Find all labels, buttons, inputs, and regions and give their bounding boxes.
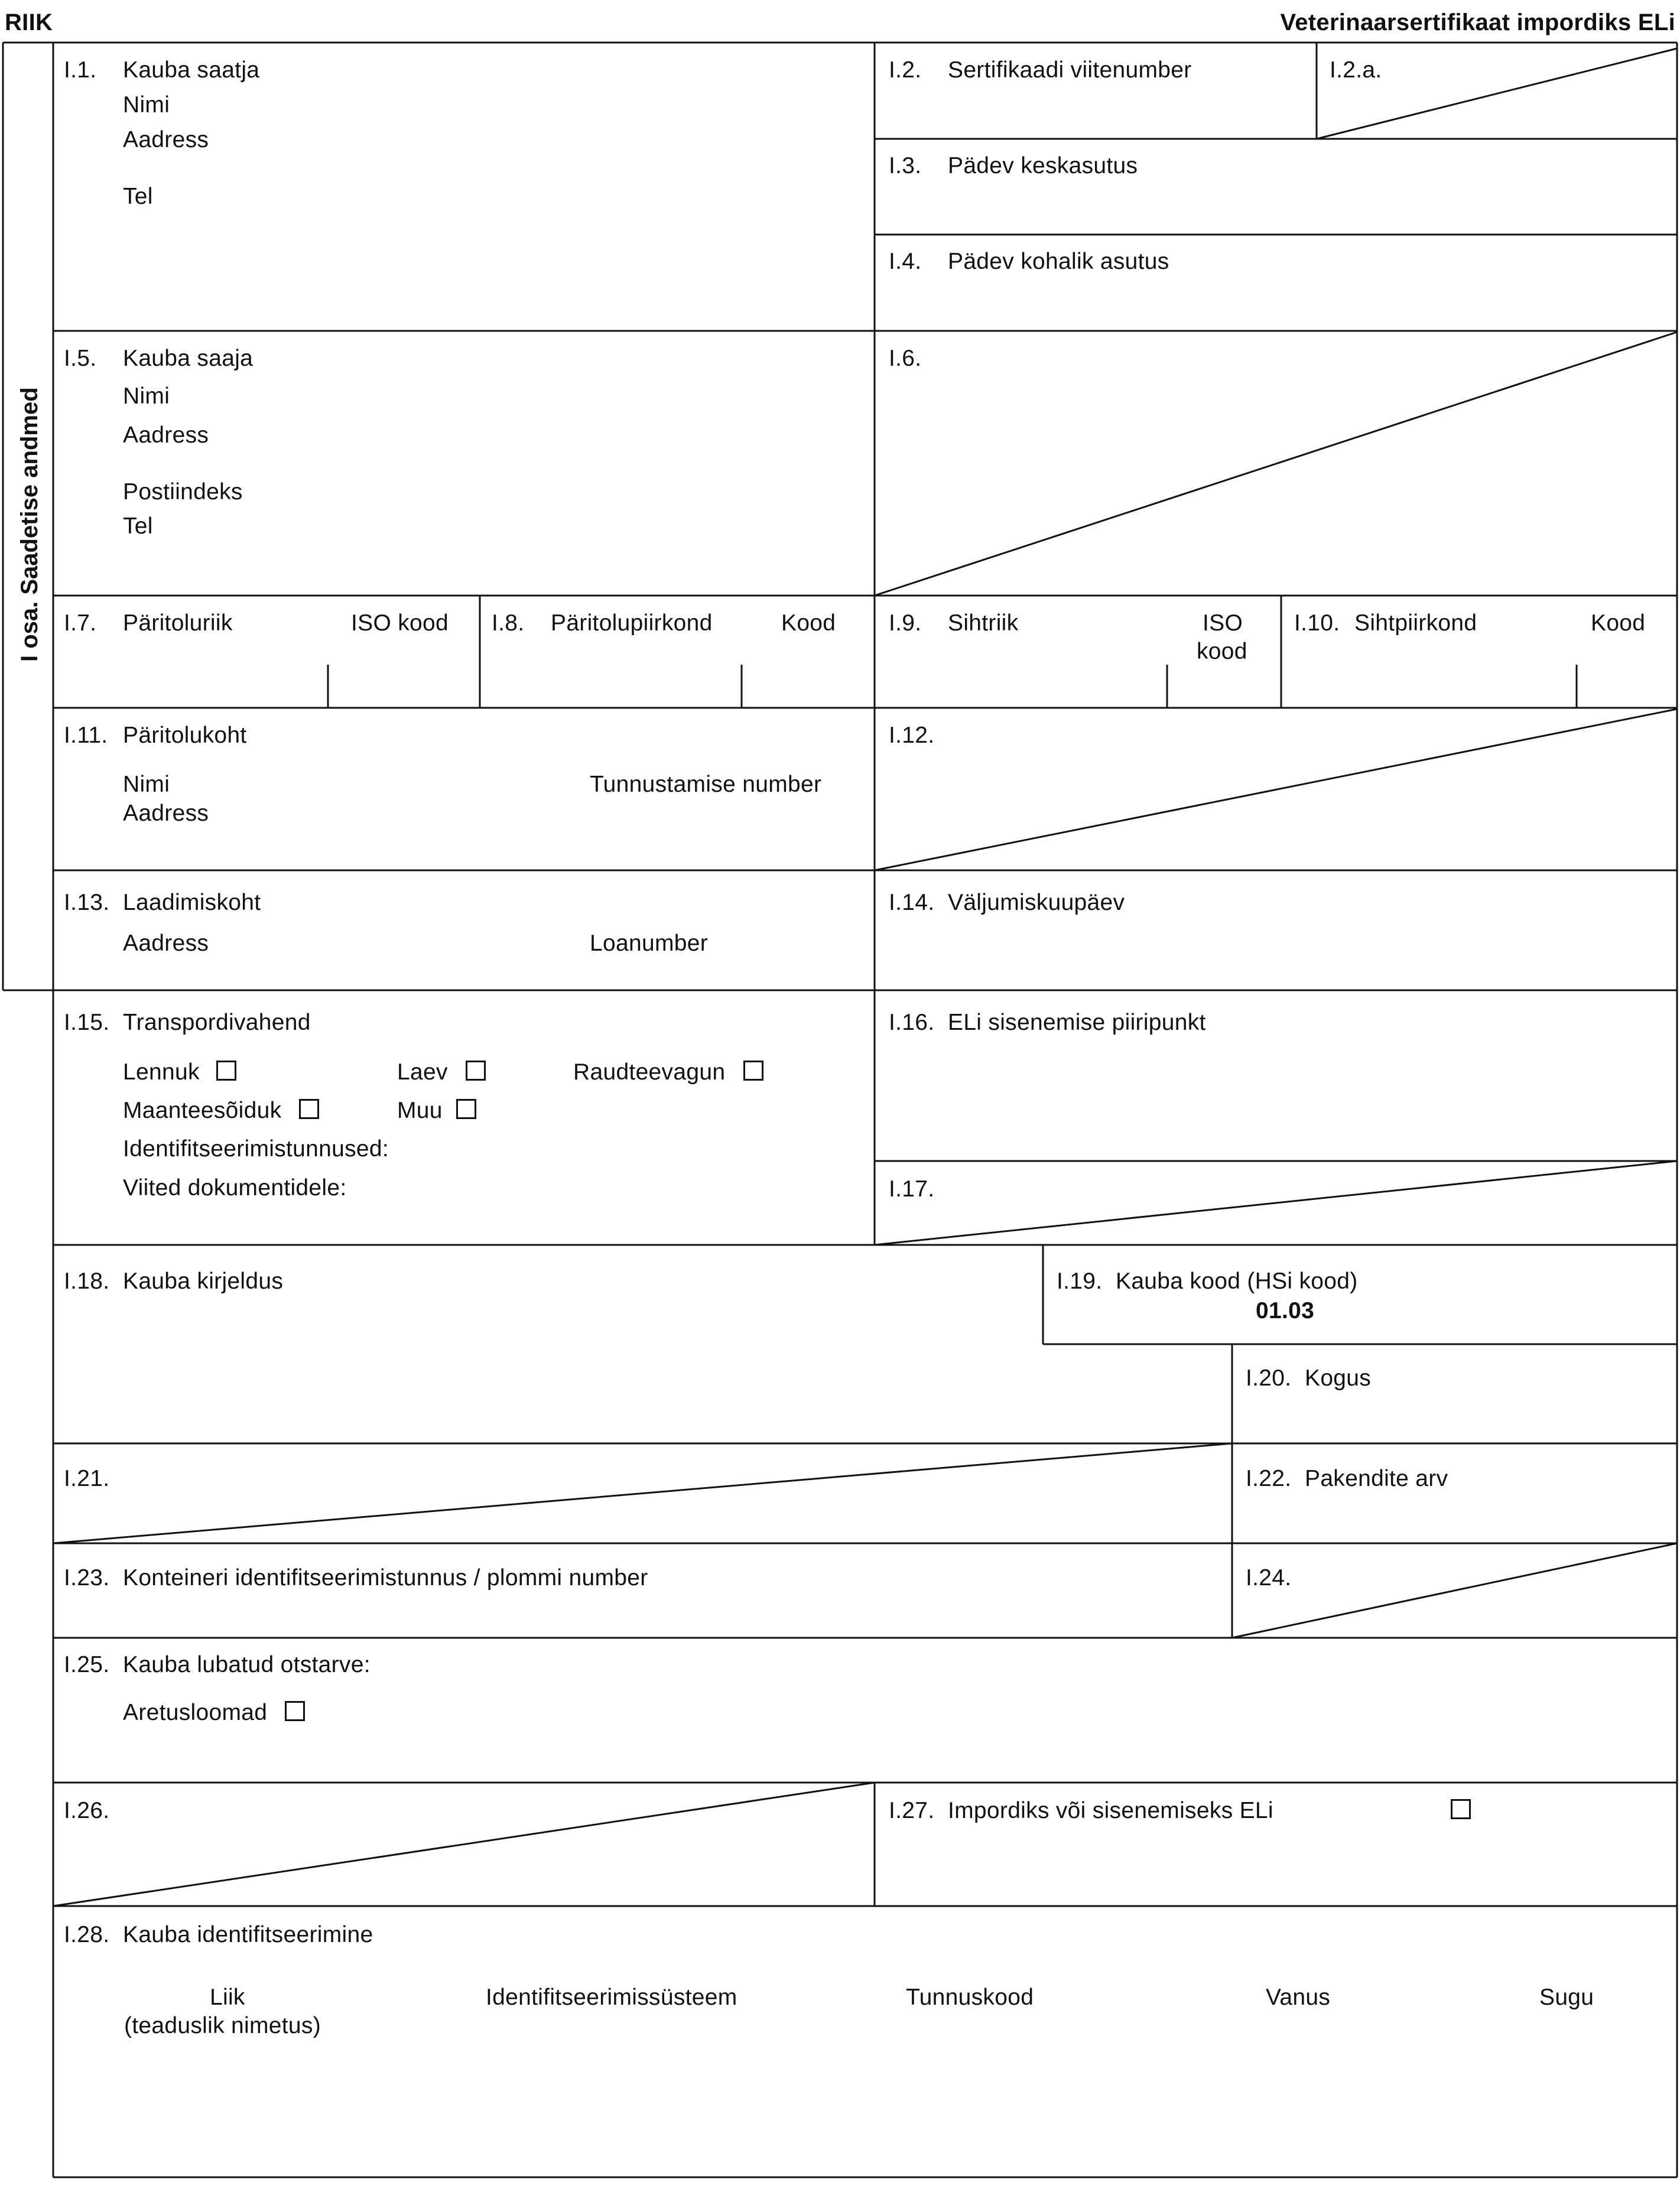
option-road-vehicle-checkbox[interactable] <box>299 1099 319 1119</box>
option-ship-checkbox[interactable] <box>466 1061 486 1081</box>
field-i22-num: I.22. <box>1246 1466 1292 1491</box>
field-i5-name-label: Nimi <box>123 383 170 409</box>
option-railway-checkbox[interactable] <box>743 1061 763 1081</box>
option-breeding-label: Aretusloomad <box>123 1700 268 1725</box>
field-i17-num: I.17. <box>889 1176 935 1202</box>
field-i26-num: I.26. <box>64 1798 110 1823</box>
field-i18-title: Kauba kirjeldus <box>123 1269 284 1294</box>
field-i10-code-label: Kood <box>1591 610 1646 636</box>
field-i25-num: I.25. <box>64 1652 110 1677</box>
field-i25-title: Kauba lubatud otstarve: <box>123 1652 371 1677</box>
column-identification-code-label: Tunnuskood <box>906 1985 1034 2010</box>
field-i16-num: I.16. <box>889 1010 935 1035</box>
option-airplane-checkbox[interactable] <box>216 1061 236 1081</box>
option-ship-label: Laev <box>397 1059 448 1085</box>
field-i11-address-label: Aadress <box>123 801 209 826</box>
field-i27-title: Impordiks või sisenemiseks ELi <box>948 1798 1273 1823</box>
country-header: RIIK <box>5 9 53 35</box>
field-i5-postcode-label: Postiindeks <box>123 479 243 505</box>
field-i15-documents-label: Viited dokumentidele: <box>123 1175 347 1201</box>
field-i15-identification-label: Identifitseerimistunnused: <box>123 1136 389 1162</box>
field-i20-num: I.20. <box>1246 1365 1292 1391</box>
part-one-side-label: I osa. Saadetise andmed <box>17 387 43 662</box>
field-i19-hs-code-value: 01.03 <box>1256 1298 1315 1323</box>
field-i3-num: I.3. <box>889 153 922 178</box>
field-i11-num: I.11. <box>64 723 108 748</box>
field-i10-num: I.10. <box>1294 610 1340 636</box>
column-identification-system-label: Identifitseerimissüsteem <box>486 1985 737 2010</box>
field-i1-address-label: Aadress <box>123 127 209 152</box>
field-i3-title: Pädev keskasutus <box>948 153 1138 178</box>
field-i9-code-label-2: kood <box>1197 639 1247 664</box>
field-i28-num: I.28. <box>64 1922 110 1947</box>
field-i1-num: I.1. <box>64 57 97 83</box>
field-i14-title: Väljumiskuupäev <box>948 890 1125 915</box>
field-i22-title: Pakendite arv <box>1305 1466 1448 1491</box>
field-i20-title: Kogus <box>1305 1365 1372 1391</box>
column-species-label: Liik <box>210 1985 245 2010</box>
field-i14-num: I.14. <box>889 890 935 915</box>
field-i7-code-label: ISO kood <box>351 610 449 636</box>
field-i24-num: I.24. <box>1246 1565 1292 1591</box>
field-i1-phone-label: Tel <box>123 184 153 209</box>
field-i5-num: I.5. <box>64 346 97 371</box>
option-import-eu-checkbox[interactable] <box>1451 1799 1471 1819</box>
field-i13-num: I.13. <box>64 890 110 915</box>
option-other-checkbox[interactable] <box>456 1099 476 1119</box>
field-i16-title: ELi sisenemise piiripunkt <box>948 1010 1206 1035</box>
field-i15-num: I.15. <box>64 1010 110 1035</box>
field-i6-num: I.6. <box>889 346 922 371</box>
field-i5-title: Kauba saaja <box>123 346 254 371</box>
column-age-label: Vanus <box>1266 1985 1331 2010</box>
field-i2a-num: I.2.a. <box>1330 57 1382 83</box>
field-i10-title: Sihtpiirkond <box>1354 610 1477 636</box>
field-i13-title: Laadimiskoht <box>123 890 261 915</box>
field-i7-title: Päritoluriik <box>123 610 233 636</box>
field-i4-title: Pädev kohalik asutus <box>948 249 1169 274</box>
field-i8-code-label: Kood <box>781 610 836 636</box>
certificate-title: Veterinaarsertifikaat impordiks ELi <box>1280 9 1675 35</box>
field-i13-permit-label: Loanumber <box>590 931 709 956</box>
field-i1-title: Kauba saatja <box>123 57 260 83</box>
field-i9-code-label-1: ISO <box>1203 610 1243 636</box>
field-i9-title: Sihtriik <box>948 610 1019 636</box>
field-i19-title: Kauba kood (HSi kood) <box>1116 1269 1358 1294</box>
field-i23-num: I.23. <box>64 1565 110 1591</box>
field-i2-title: Sertifikaadi viitenumber <box>948 57 1192 83</box>
column-species-sublabel: (teaduslik nimetus) <box>124 2013 321 2038</box>
field-i15-title: Transpordivahend <box>123 1010 311 1035</box>
option-breeding-checkbox[interactable] <box>285 1701 305 1721</box>
field-i11-name-label: Nimi <box>123 772 170 797</box>
field-i8-title: Päritolupiirkond <box>551 610 713 636</box>
field-i4-num: I.4. <box>889 249 922 274</box>
field-i8-num: I.8. <box>492 610 525 636</box>
field-i18-num: I.18. <box>64 1269 110 1294</box>
column-sex-label: Sugu <box>1539 1985 1594 2010</box>
field-i13-address-label: Aadress <box>123 931 209 956</box>
field-i5-address-label: Aadress <box>123 422 209 448</box>
option-road-vehicle-label: Maanteesõiduk <box>123 1098 282 1123</box>
field-i9-num: I.9. <box>889 610 922 636</box>
field-i1-name-label: Nimi <box>123 92 170 118</box>
field-i12-num: I.12. <box>889 723 935 748</box>
field-i11-title: Päritolukoht <box>123 723 247 748</box>
field-i27-num: I.27. <box>889 1798 935 1823</box>
option-other-label: Muu <box>397 1098 443 1123</box>
field-i11-approval-label: Tunnustamise number <box>590 772 822 797</box>
field-i23-title: Konteineri identifitseerimistunnus / plommi number <box>123 1565 648 1591</box>
option-railway-label: Raudteevagun <box>573 1059 726 1085</box>
field-i19-num: I.19. <box>1057 1269 1103 1294</box>
field-i28-title: Kauba identifitseerimine <box>123 1922 373 1947</box>
field-i21-num: I.21. <box>64 1466 110 1491</box>
field-i2-num: I.2. <box>889 57 922 83</box>
option-airplane-label: Lennuk <box>123 1059 200 1085</box>
field-i7-num: I.7. <box>64 610 97 636</box>
field-i5-phone-label: Tel <box>123 513 153 539</box>
